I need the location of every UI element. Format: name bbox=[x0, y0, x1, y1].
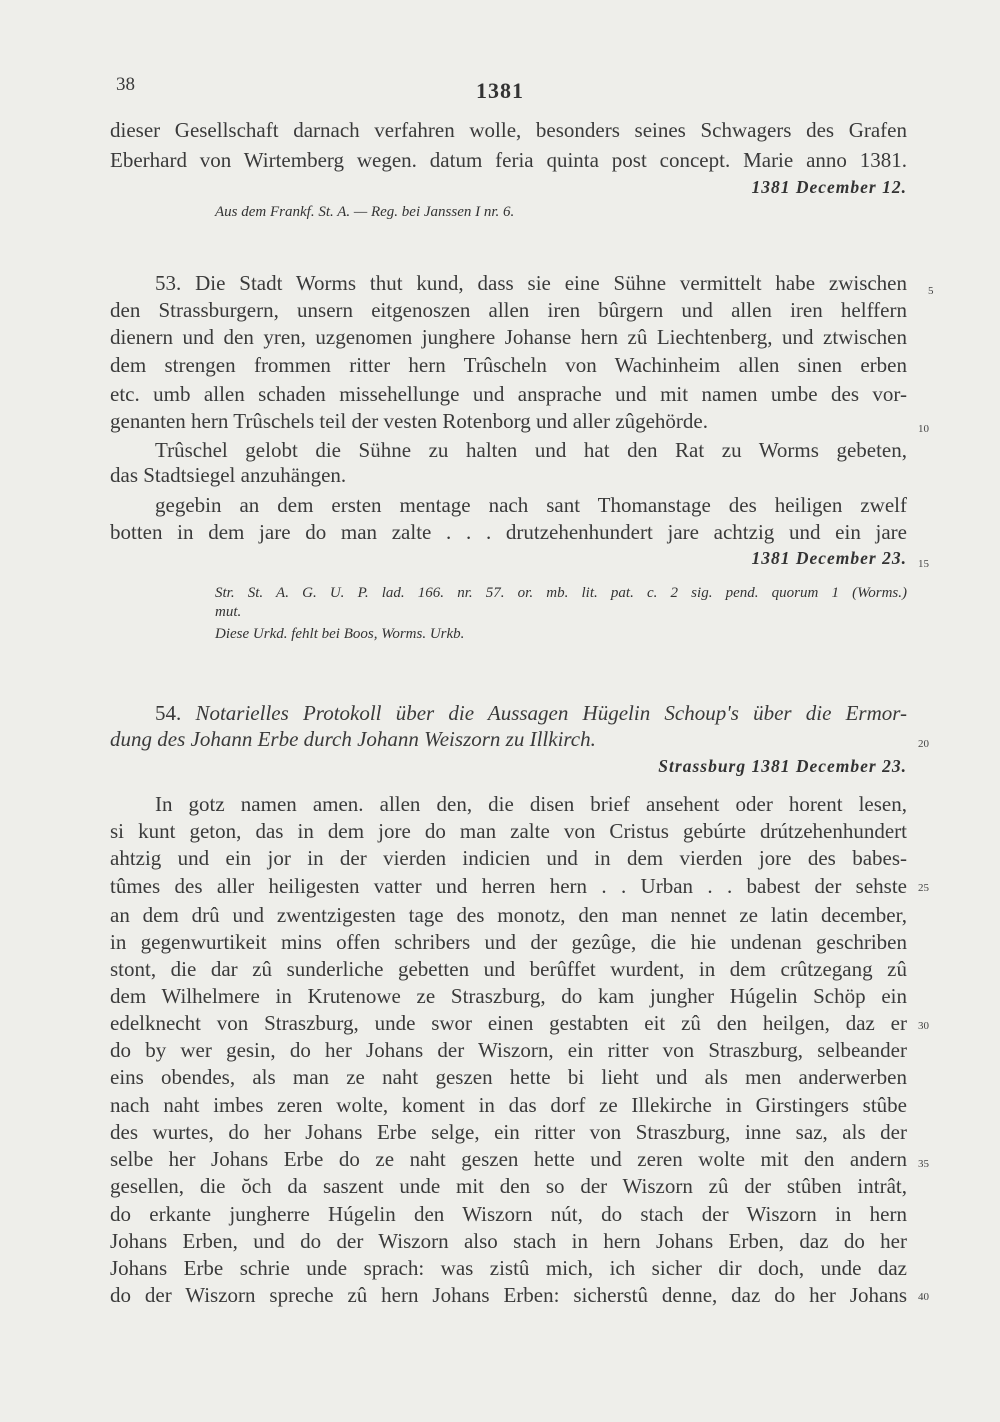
page-number: 38 bbox=[116, 74, 135, 95]
text-line: edelknecht von Straszburg, unde swor einen gestabten eit zû den heilgen, daz er bbox=[110, 1011, 907, 1035]
text-line: do by wer gesin, do her Johans der Wiszorn, ein ritter von Straszburg, selbeander bbox=[110, 1038, 907, 1062]
source-note: Diese Urkd. fehlt bei Boos, Worms. Urkb. bbox=[215, 626, 465, 642]
source-note: Aus dem Frankf. St. A. — Reg. bei Janssen I nr. 6. bbox=[215, 204, 515, 220]
margin-line-number: 30 bbox=[918, 1020, 929, 1032]
text-line: das Stadtsiegel anzuhängen. bbox=[110, 463, 347, 487]
source-note: mut. bbox=[215, 604, 242, 620]
text-line: tûmes des aller heiligesten vatter und herren hern . . Urban . . babest der sehste bbox=[110, 874, 907, 898]
running-head-year: 1381 bbox=[476, 78, 524, 103]
document-title-text: Notarielles Protokoll über die Aussagen Hügelin Schoup's über die Ermor- bbox=[195, 701, 908, 725]
margin-line-number: 40 bbox=[918, 1291, 929, 1303]
text-line: Johans Erben, und do der Wiszorn also stach in hern Johans Erben, daz do her bbox=[110, 1229, 907, 1253]
text-line: In gotz namen amen. allen den, die disen brief ansehent oder horent lesen, bbox=[155, 792, 907, 816]
text-line: des wurtes, do her Johans Erbe selge, ein ritter von Straszburg, inne saz, als der bbox=[110, 1120, 907, 1144]
text-line: si kunt geton, das in dem jore do man zalte von Cristus gebúrte drútzehenhundert bbox=[110, 819, 907, 843]
document-date: 1381 December 23. bbox=[751, 548, 907, 568]
document-title: dung des Johann Erbe durch Johann Weiszorn zu Illkirch. bbox=[110, 727, 596, 751]
text-line: ahtzig und ein jor in der vierden indicien und in dem vierden jore des babes- bbox=[110, 846, 907, 870]
text-line: etc. umb allen schaden missehellunge und ansprache und mit namen umbe des vor- bbox=[110, 382, 907, 406]
text-line: Eberhard von Wirtemberg wegen. datum feria quinta post concept. Marie anno 1381. bbox=[110, 148, 907, 172]
document-number: 53. bbox=[155, 271, 182, 295]
text-line-rest: Die Stadt Worms thut kund, dass sie eine Sühne vermittelt habe zwischen bbox=[195, 271, 908, 295]
document-date: 1381 December 12. bbox=[751, 177, 907, 197]
text-line: in gegenwurtikeit mins offen schribers und der gezûge, die hie undenan geschriben bbox=[110, 930, 907, 954]
margin-line-number: 35 bbox=[918, 1158, 929, 1170]
text-line: do erkante jungherre Húgelin den Wiszorn nút, do stach der Wiszorn in hern bbox=[110, 1202, 907, 1226]
text-line: genanten hern Trûschels teil der vesten Rotenborg und aller zûgehörde. bbox=[110, 409, 708, 433]
text-line: dem Wilhelmere in Krutenowe ze Straszburg, do kam jungher Húgelin Schöp ein bbox=[110, 984, 907, 1008]
margin-line-number: 15 bbox=[918, 558, 929, 570]
text-line: Trûschel gelobt die Sühne zu halten und hat den Rat zu Worms gebeten, bbox=[155, 438, 907, 462]
text-line: gegebin an dem ersten mentage nach sant Thomanstage des heiligen zwelf bbox=[155, 493, 907, 517]
source-note: Str. St. A. G. U. P. lad. 166. nr. 57. or. mb. lit. pat. c. 2 sig. pend. quorum 1 (Worms.) bbox=[215, 585, 907, 601]
text-line: Johans Erbe schrie unde sprach: was zistû mich, ich sicher dir doch, unde daz bbox=[110, 1256, 907, 1280]
text-line: den Strassburgern, unsern eitgenoszen allen iren bûrgern und allen iren helffern bbox=[110, 298, 907, 322]
text-line: botten in dem jare do man zalte . . . drutzehenhundert jare achtzig und ein jare bbox=[110, 520, 907, 544]
document-title bbox=[155, 700, 907, 726]
text-line: do der Wiszorn spreche zû hern Johans Erben: sicherstû denne, daz do her Johans bbox=[110, 1283, 907, 1307]
text-line: selbe her Johans Erbe do ze naht geszen hette und zeren wolte mit den andern bbox=[110, 1147, 907, 1171]
document-number: 54. bbox=[155, 701, 182, 725]
text-line bbox=[155, 270, 907, 296]
margin-line-number: 5 bbox=[928, 285, 934, 297]
text-line: gesellen, die ŏch da saszent unde mit den so der Wiszorn zû der stûben intrât, bbox=[110, 1174, 907, 1198]
text-line: dem strengen frommen ritter hern Trûscheln von Wachinheim allen sinen erben bbox=[110, 353, 907, 377]
margin-line-number: 20 bbox=[918, 738, 929, 750]
text-line: dieser Gesellschaft darnach verfahren wolle, besonders seines Schwagers des Grafen bbox=[110, 118, 907, 142]
text-line: an dem drû und zwentzigesten tage des monotz, den man nennet ze latin december, bbox=[110, 903, 907, 927]
margin-line-number: 10 bbox=[918, 423, 929, 435]
margin-line-number: 25 bbox=[918, 882, 929, 894]
text-line: stont, die dar zû sunderliche gebetten und berûffet wurdent, in dem crûtzegang zû bbox=[110, 957, 907, 981]
text-line: eins obendes, als man ze naht geszen hette bi lieht und als men anderwerben bbox=[110, 1065, 907, 1089]
document-date: Strassburg 1381 December 23. bbox=[658, 756, 907, 776]
text-line: nach naht imbes zeren wolte, koment in das dorf ze Illekirche in Girstingers stûbe bbox=[110, 1093, 907, 1117]
text-line: dienern und den yren, uzgenomen junghere Johanse hern zû Liechtenberg, und ztwischen bbox=[110, 325, 907, 349]
